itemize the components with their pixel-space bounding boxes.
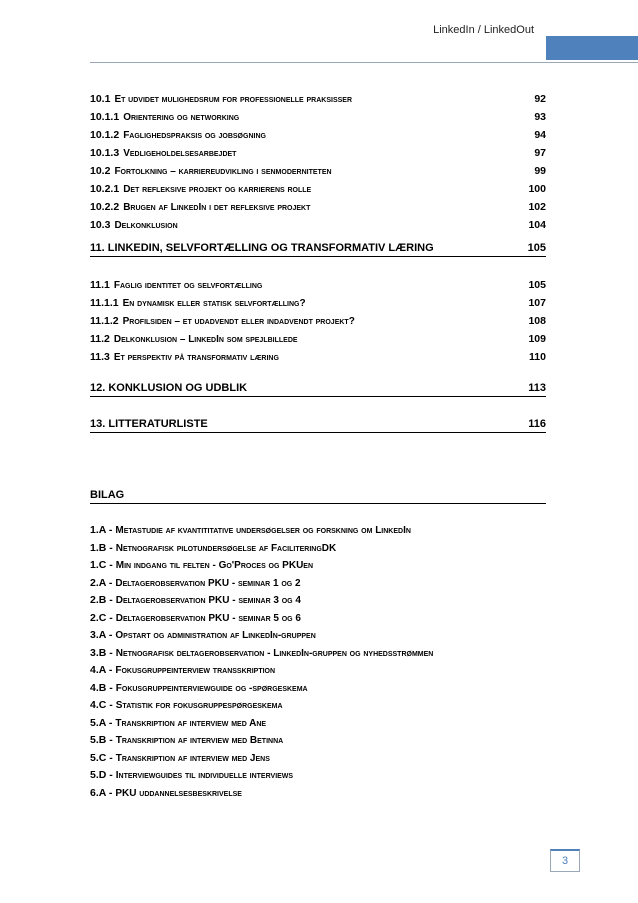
toc-entry-text <box>90 126 266 145</box>
bilag-entry-title: Netnografisk pilotundersøgelse af FaciliteringDK <box>115 542 337 554</box>
bilag-entry-title: Opstart og administration af LinkedIn-gruppen <box>115 630 316 641</box>
bilag-entry-number: 4.A - <box>90 664 113 676</box>
bilag-heading: BILAG <box>90 487 546 504</box>
bilag-entry-number: 4.B - <box>90 681 113 694</box>
toc-entry-page: 108 <box>528 315 546 327</box>
bilag-section <box>90 487 546 802</box>
bilag-entry-title: Deltagerobservation PKU - seminar 5 og 6 <box>115 612 301 624</box>
toc-entry-number: 11.1.2 <box>90 315 119 327</box>
bilag-entry[interactable] <box>90 610 546 628</box>
bilag-entry[interactable] <box>90 697 546 715</box>
toc-chapter-title: 12. KONKLUSION OG UDBLIK <box>90 382 248 394</box>
header-accent-block <box>546 36 638 60</box>
toc-entry-title: Faglighedspraksis og jobsøgning <box>123 130 266 141</box>
toc-section-11 <box>90 276 546 366</box>
toc-entry-title: Delkonklusion – LinkedIn som spejlbillede <box>113 334 298 345</box>
page-number: 3 <box>550 849 580 872</box>
toc-entry-title: En dynamisk eller statisk selvfortælling? <box>122 298 306 309</box>
toc-entry-number: 11.1.1 <box>90 297 119 309</box>
toc-chapter-page: 113 <box>528 382 546 394</box>
toc-entry-number: 10.1.1 <box>90 111 120 123</box>
bilag-entry-number: 5.A - <box>90 716 113 729</box>
bilag-entry[interactable] <box>90 540 546 558</box>
bilag-list <box>90 522 546 802</box>
toc-chapter-13 <box>90 416 546 433</box>
bilag-entry-title: Deltagerobservation PKU - seminar 1 og 2 <box>115 577 301 589</box>
bilag-entry-number: 1.A - <box>90 524 113 536</box>
bilag-entry-title: Deltagerobservation PKU - seminar 3 og 4 <box>115 595 301 606</box>
bilag-entry-number: 2.C - <box>90 611 113 624</box>
bilag-entry[interactable] <box>90 575 546 593</box>
toc-entry[interactable] <box>90 162 546 180</box>
toc-entry-text <box>90 180 311 199</box>
bilag-entry[interactable] <box>90 767 546 785</box>
toc-chapter-12-row[interactable] <box>90 380 546 397</box>
toc-entry-title: Delkonklusion <box>114 220 178 231</box>
bilag-entry-title: PKU uddannelsesbeskrivelse <box>115 787 242 799</box>
bilag-entry-number: 2.A - <box>90 576 113 589</box>
toc-entry-title: Et perspektiv på transformativ læring <box>113 352 279 363</box>
toc-chapter-title: 13. LITTERATURLISTE <box>90 418 208 430</box>
toc-entry-text <box>90 162 332 181</box>
toc-entry-page: 107 <box>528 297 546 309</box>
toc-chapter-12 <box>90 380 546 397</box>
toc-entry-number: 10.3 <box>90 219 111 231</box>
bilag-entry-title: Transkription af interview med Betinna <box>115 735 284 746</box>
toc-entry-title: Brugen af LinkedIn i det refleksive projekt <box>123 202 311 213</box>
toc-entry-number: 11.2 <box>90 333 110 345</box>
bilag-entry[interactable] <box>90 680 546 698</box>
header-title: LinkedIn / LinkedOut <box>433 24 534 36</box>
toc-entry-page: 104 <box>528 219 546 231</box>
toc-entry-page: 94 <box>534 129 546 141</box>
bilag-entry-number: 2.B - <box>90 594 113 606</box>
toc-entry-text <box>90 330 298 349</box>
bilag-entry[interactable] <box>90 627 546 645</box>
toc-entry-title: Vedligeholdelsesarbejdet <box>123 148 237 159</box>
toc-chapter-11 <box>90 240 546 257</box>
toc-entry[interactable] <box>90 330 546 348</box>
toc-entry-title: Profilsiden – et udadvendt eller indadvendt projekt? <box>122 316 355 327</box>
toc-entry-text <box>90 294 306 313</box>
toc-entry[interactable] <box>90 276 546 294</box>
bilag-entry[interactable] <box>90 557 546 575</box>
toc-entry-text <box>90 348 279 367</box>
toc-entry-title: Orientering og networking <box>123 112 240 123</box>
toc-entry-title: Faglig identitet og selvfortælling <box>113 280 263 291</box>
bilag-entry-title: Min indgang til felten - Go'Proces og PKUen <box>115 560 314 571</box>
toc-entry[interactable] <box>90 126 546 144</box>
bilag-entry[interactable] <box>90 785 546 803</box>
toc-entry-page: 97 <box>534 147 546 159</box>
toc-entry-text <box>90 144 236 163</box>
toc-entry-text <box>90 312 355 331</box>
toc-entry-page: 99 <box>534 165 546 177</box>
toc-entry-number: 11.3 <box>90 351 110 363</box>
bilag-entry-title: Transkription af interview med Ane <box>115 717 267 729</box>
bilag-entry-number: 1.B - <box>90 541 113 554</box>
toc-entry-number: 11.1 <box>90 279 110 291</box>
bilag-entry-number: 3.A - <box>90 629 113 641</box>
page-header <box>90 22 638 63</box>
bilag-entry-number: 4.C - <box>90 699 113 711</box>
bilag-entry-number: 5.D - <box>90 769 113 781</box>
toc-entry-text <box>90 108 239 127</box>
bilag-entry-title: Interviewguides til individuelle interviews <box>115 770 294 781</box>
toc-chapter-page: 116 <box>528 418 546 430</box>
toc-entry[interactable] <box>90 312 546 330</box>
bilag-entry[interactable] <box>90 732 546 750</box>
toc-entry-page: 110 <box>529 351 546 363</box>
bilag-entry-number: 5.C - <box>90 751 113 764</box>
bilag-entry[interactable] <box>90 645 546 663</box>
bilag-entry-number: 1.C - <box>90 559 113 571</box>
toc-entry-title: Fortolkning – karriereudvikling i senmoderniteten <box>114 166 332 177</box>
bilag-entry[interactable] <box>90 662 546 680</box>
bilag-entry[interactable] <box>90 715 546 733</box>
bilag-entry[interactable] <box>90 750 546 768</box>
toc-entry-text <box>90 276 262 295</box>
toc-entry[interactable] <box>90 198 546 216</box>
bilag-entry-title: Fokusgruppeinterview transskription <box>115 665 276 676</box>
toc-chapter-title: 11. LINKEDIN, SELVFORTÆLLING OG TRANSFORMATIV LÆRING <box>90 242 434 254</box>
toc-entry-number: 10.2 <box>90 165 111 177</box>
toc-chapter-13-row[interactable] <box>90 416 546 433</box>
toc-entry-text <box>90 216 178 235</box>
toc-chapter-page: 105 <box>527 242 546 254</box>
toc-entry-number: 10.1 <box>90 93 111 105</box>
toc-entry-page: 109 <box>528 333 546 345</box>
toc-entry-number: 10.2.1 <box>90 183 120 195</box>
toc-chapter-11-row[interactable] <box>90 240 546 257</box>
toc-entry[interactable] <box>90 144 546 162</box>
toc-entry-title: Det refleksive projekt og karrierens rolle <box>123 184 312 195</box>
toc-entry-page: 105 <box>528 279 546 291</box>
toc-entry-text <box>90 198 310 217</box>
toc-entry-page: 102 <box>528 201 546 213</box>
toc-entry[interactable] <box>90 180 546 198</box>
toc-entry[interactable] <box>90 216 546 234</box>
toc-entry-page: 93 <box>534 111 546 123</box>
toc-section-10 <box>90 90 546 234</box>
bilag-entry-title: Metastudie af kvantititative undersøgelser og forskning om LinkedIn <box>115 525 411 536</box>
toc-entry-number: 10.2.2 <box>90 201 120 213</box>
bilag-entry-title: Fokusgruppeinterviewguide og -spørgeskema <box>115 682 308 694</box>
toc-entry[interactable] <box>90 90 546 108</box>
toc-entry[interactable] <box>90 348 546 366</box>
bilag-entry-number: 6.A - <box>90 786 113 799</box>
toc-entry[interactable] <box>90 108 546 126</box>
bilag-entry-title: Statistik for fokusgruppespørgeskema <box>115 700 283 711</box>
bilag-entry-title: Transkription af interview med Jens <box>115 752 270 764</box>
toc-entry-title: Et udvidet mulighedsrum for professionelle praksisser <box>114 94 353 105</box>
bilag-entry[interactable] <box>90 522 546 540</box>
bilag-entry-title: Netnografisk deltagerobservation - LinkedIn-gruppen og nyhedsstrømmen <box>115 647 434 659</box>
toc-entry-number: 10.1.2 <box>90 129 120 141</box>
bilag-entry[interactable] <box>90 592 546 610</box>
bilag-entry-number: 3.B - <box>90 646 113 659</box>
toc-entry-number: 10.1.3 <box>90 147 120 159</box>
toc-entry-page: 100 <box>528 183 546 195</box>
toc-entry[interactable] <box>90 294 546 312</box>
toc-entry-page: 92 <box>534 93 546 105</box>
toc-entry-text <box>90 90 352 109</box>
bilag-entry-number: 5.B - <box>90 734 113 746</box>
